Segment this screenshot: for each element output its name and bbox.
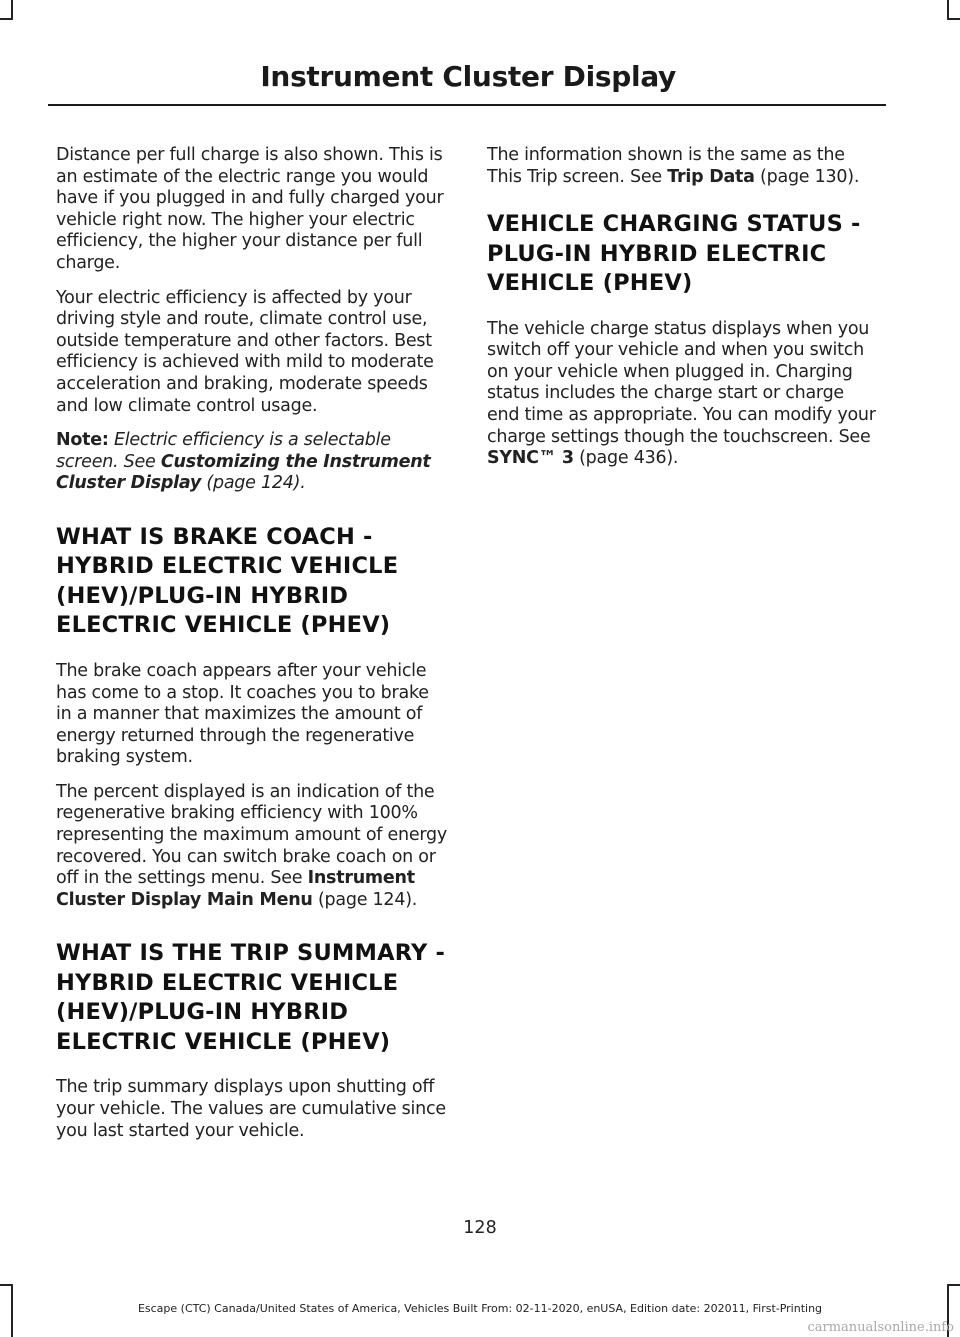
charging-status-page: (page 436).	[573, 448, 679, 469]
distance-per-charge-paragraph: Distance per full charge is also shown. This is an estimate of the electric range you would have if you plugged in and fully charged your vehicle right now. The higher your electric efficiency, the higher your distance per full charge.	[56, 145, 444, 273]
trip-summary-paragraph: The trip summary displays upon shutting off your vehicle. The values are cumulative since you last started your vehicle.	[56, 1077, 446, 1141]
note-page-ref: (page 124).	[201, 473, 306, 494]
charging-status-heading: VEHICLE CHARGING STATUS - PLUG-IN HYBRID ELECTRIC VEHICLE (PHEV)	[487, 211, 861, 297]
note-label: Note:	[56, 430, 109, 451]
trip-info-paragraph	[487, 145, 881, 188]
note-paragraph	[56, 430, 448, 495]
footer-edition-info: Escape (CTC) Canada/United States of America, Vehicles Built From: 02-11-2020, enUSA, Edition date: 202011, First-Printing	[137, 1302, 823, 1315]
note-text: Electric efficiency is a selectable screen. See	[56, 430, 391, 472]
trip-info-page: (page 130).	[754, 166, 860, 187]
brake-coach-p2-text: The percent displayed is an indication of the regenerative braking efficiency with 100% representing the maximum amount of energy recovered. You can switch brake coach on or off in the settings menu. See	[56, 781, 447, 889]
page-header-title: Instrument Cluster Display	[260, 60, 676, 93]
brake-coach-p2-page: (page 124).	[312, 889, 418, 910]
crop-mark-top-left-h	[0, 18, 13, 20]
left-column	[56, 145, 448, 1155]
right-column	[487, 145, 881, 483]
main-menu-reference-link[interactable]: Instrument Cluster Display Main Menu	[56, 868, 415, 910]
note-reference-link[interactable]: Customizing the Instrument Cluster Display	[56, 451, 431, 494]
brake-coach-paragraph-2	[56, 782, 448, 912]
brake-coach-heading: WHAT IS BRAKE COACH - HYBRID ELECTRIC VEHICLE (HEV)/PLUG-IN HYBRID ELECTRIC VEHICLE (PHEV)	[56, 523, 399, 639]
brake-coach-paragraph-1: The brake coach appears after your vehicle has come to a stop. It coaches you to brake in a manner that maximizes the amount of energy returned through the regenerative braking system.	[56, 660, 429, 768]
charging-status-paragraph	[487, 319, 881, 470]
crop-mark-top-right-h	[947, 18, 960, 20]
header-rule	[48, 104, 886, 106]
trip-info-text: The information shown is the same as the This Trip screen. See	[487, 145, 845, 187]
charging-status-text: The vehicle charge status displays when you switch off your vehicle and when you switch on your vehicle when plugged in. Charging status includes the charge start or charge end time as appropriate. You can modify your charge settings though the touchscreen. See	[487, 318, 876, 447]
trip-summary-heading: WHAT IS THE TRIP SUMMARY - HYBRID ELECTRIC VEHICLE (HEV)/PLUG-IN HYBRID ELECTRIC VEHICLE (PHEV)	[56, 940, 446, 1055]
watermark: carmanualsonline.info	[807, 1320, 954, 1335]
crop-mark-top-right-v	[947, 0, 949, 20]
electric-efficiency-paragraph: Your electric efficiency is affected by your driving style and route, climate control use, outside temperature and other factors. Best efficiency is achieved with mild to moderate acceleration and braking, moderate speeds and low climate control usage.	[56, 287, 434, 416]
crop-mark-bottom-left-h	[0, 1284, 13, 1286]
sync3-reference-link[interactable]: SYNC™ 3	[487, 448, 574, 469]
crop-mark-top-left-v	[11, 0, 13, 20]
page-number: 128	[463, 1218, 497, 1238]
trip-data-reference-link[interactable]: Trip Data	[667, 166, 755, 187]
crop-mark-bottom-right-h	[947, 1284, 960, 1286]
